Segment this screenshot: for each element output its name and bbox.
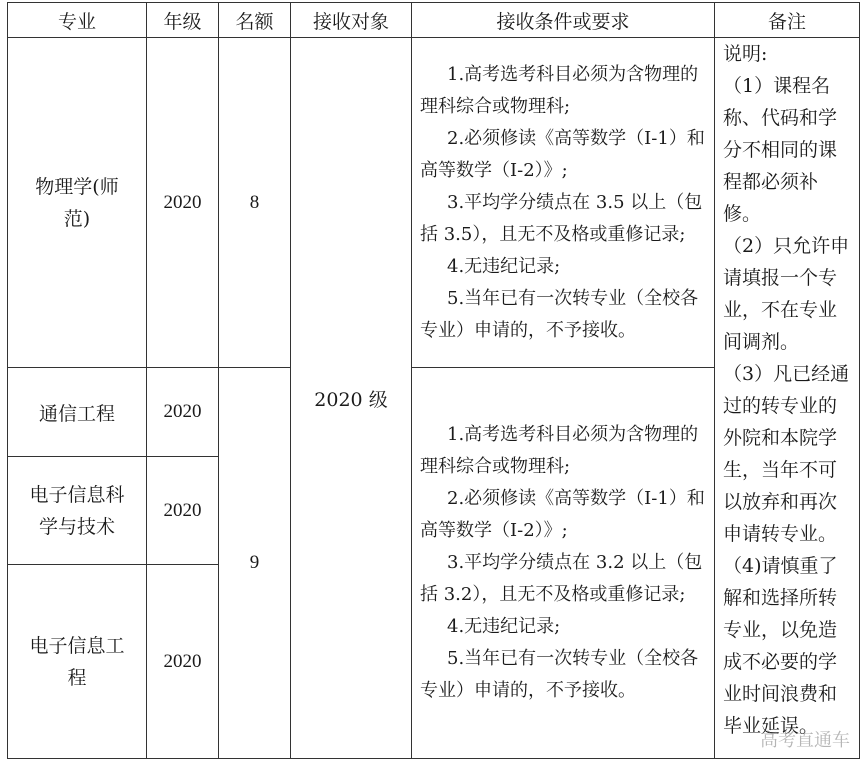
requirement-item: 2.必须修读《高等数学（I-1）和高等数学（I-2）》; (420, 488, 705, 541)
note-item: （3）凡已经通过的转专业的外院和本院学生，当年不可以放弃和再次申请转专业。 (723, 363, 850, 545)
requirement-item: 1.高考选考科目必须为含物理的理科综合或物理科; (420, 63, 699, 117)
requirement-item: 4.无违纪记录; (447, 616, 561, 637)
quota-cell: 9 (219, 368, 291, 759)
table-row (8, 38, 860, 368)
major-cell: 电子信息科学与技术 (8, 457, 147, 565)
note-item: （2）只允许申请填报一个专业，不在专业间调剂。 (723, 235, 850, 353)
quota-cell: 8 (219, 38, 291, 368)
requirement-item: 1.高考选考科目必须为含物理的理科综合或物理科; (420, 424, 699, 477)
major-cell: 物理学(师范) (8, 38, 147, 368)
note-item: （1）课程名称、代码和学分不相同的课程都必须补修。 (723, 75, 838, 225)
header-recipients: 接收对象 (291, 3, 412, 38)
grade-cell: 2020 (147, 565, 219, 759)
header-major: 专业 (8, 3, 147, 38)
note-item: 说明: (723, 43, 768, 65)
header-requirements: 接收条件或要求 (412, 3, 715, 38)
major-cell: 通信工程 (8, 368, 147, 457)
watermark-text: 高考直通车 (760, 730, 850, 751)
requirement-item: 3.平均学分绩点在 3.5 以上（包括 3.5），且无不及格或重修记录; (420, 191, 703, 245)
note-item: （4)请慎重了解和选择所转专业，以免造成不必要的学业时间浪费和毕业延误。 (723, 555, 838, 737)
requirement-item: 5.当年已有一次转专业（全校各专业）申请的，不予接收。 (420, 648, 699, 701)
grade-cell: 2020 (147, 457, 219, 565)
requirement-item: 5.当年已有一次转专业（全校各专业）申请的，不予接收。 (420, 287, 699, 341)
header-row (8, 3, 860, 38)
requirement-item: 2.必须修读《高等数学（I-1）和高等数学（I-2）》; (420, 127, 705, 181)
notes-cell (715, 38, 860, 759)
recipients-cell: 2020 级 (291, 38, 412, 759)
header-notes: 备注 (715, 3, 860, 38)
requirement-item: 3.平均学分绩点在 3.2 以上（包括 3.2），且无不及格或重修记录; (420, 552, 703, 605)
transfer-requirements-table (7, 2, 860, 759)
requirements-cell (412, 38, 715, 368)
major-cell: 电子信息工程 (8, 565, 147, 759)
header-quota: 名额 (219, 3, 291, 38)
grade-cell: 2020 (147, 368, 219, 457)
requirement-item: 4.无违纪记录; (447, 255, 561, 277)
requirements-cell (412, 368, 715, 759)
header-grade: 年级 (147, 3, 219, 38)
grade-cell: 2020 (147, 38, 219, 368)
